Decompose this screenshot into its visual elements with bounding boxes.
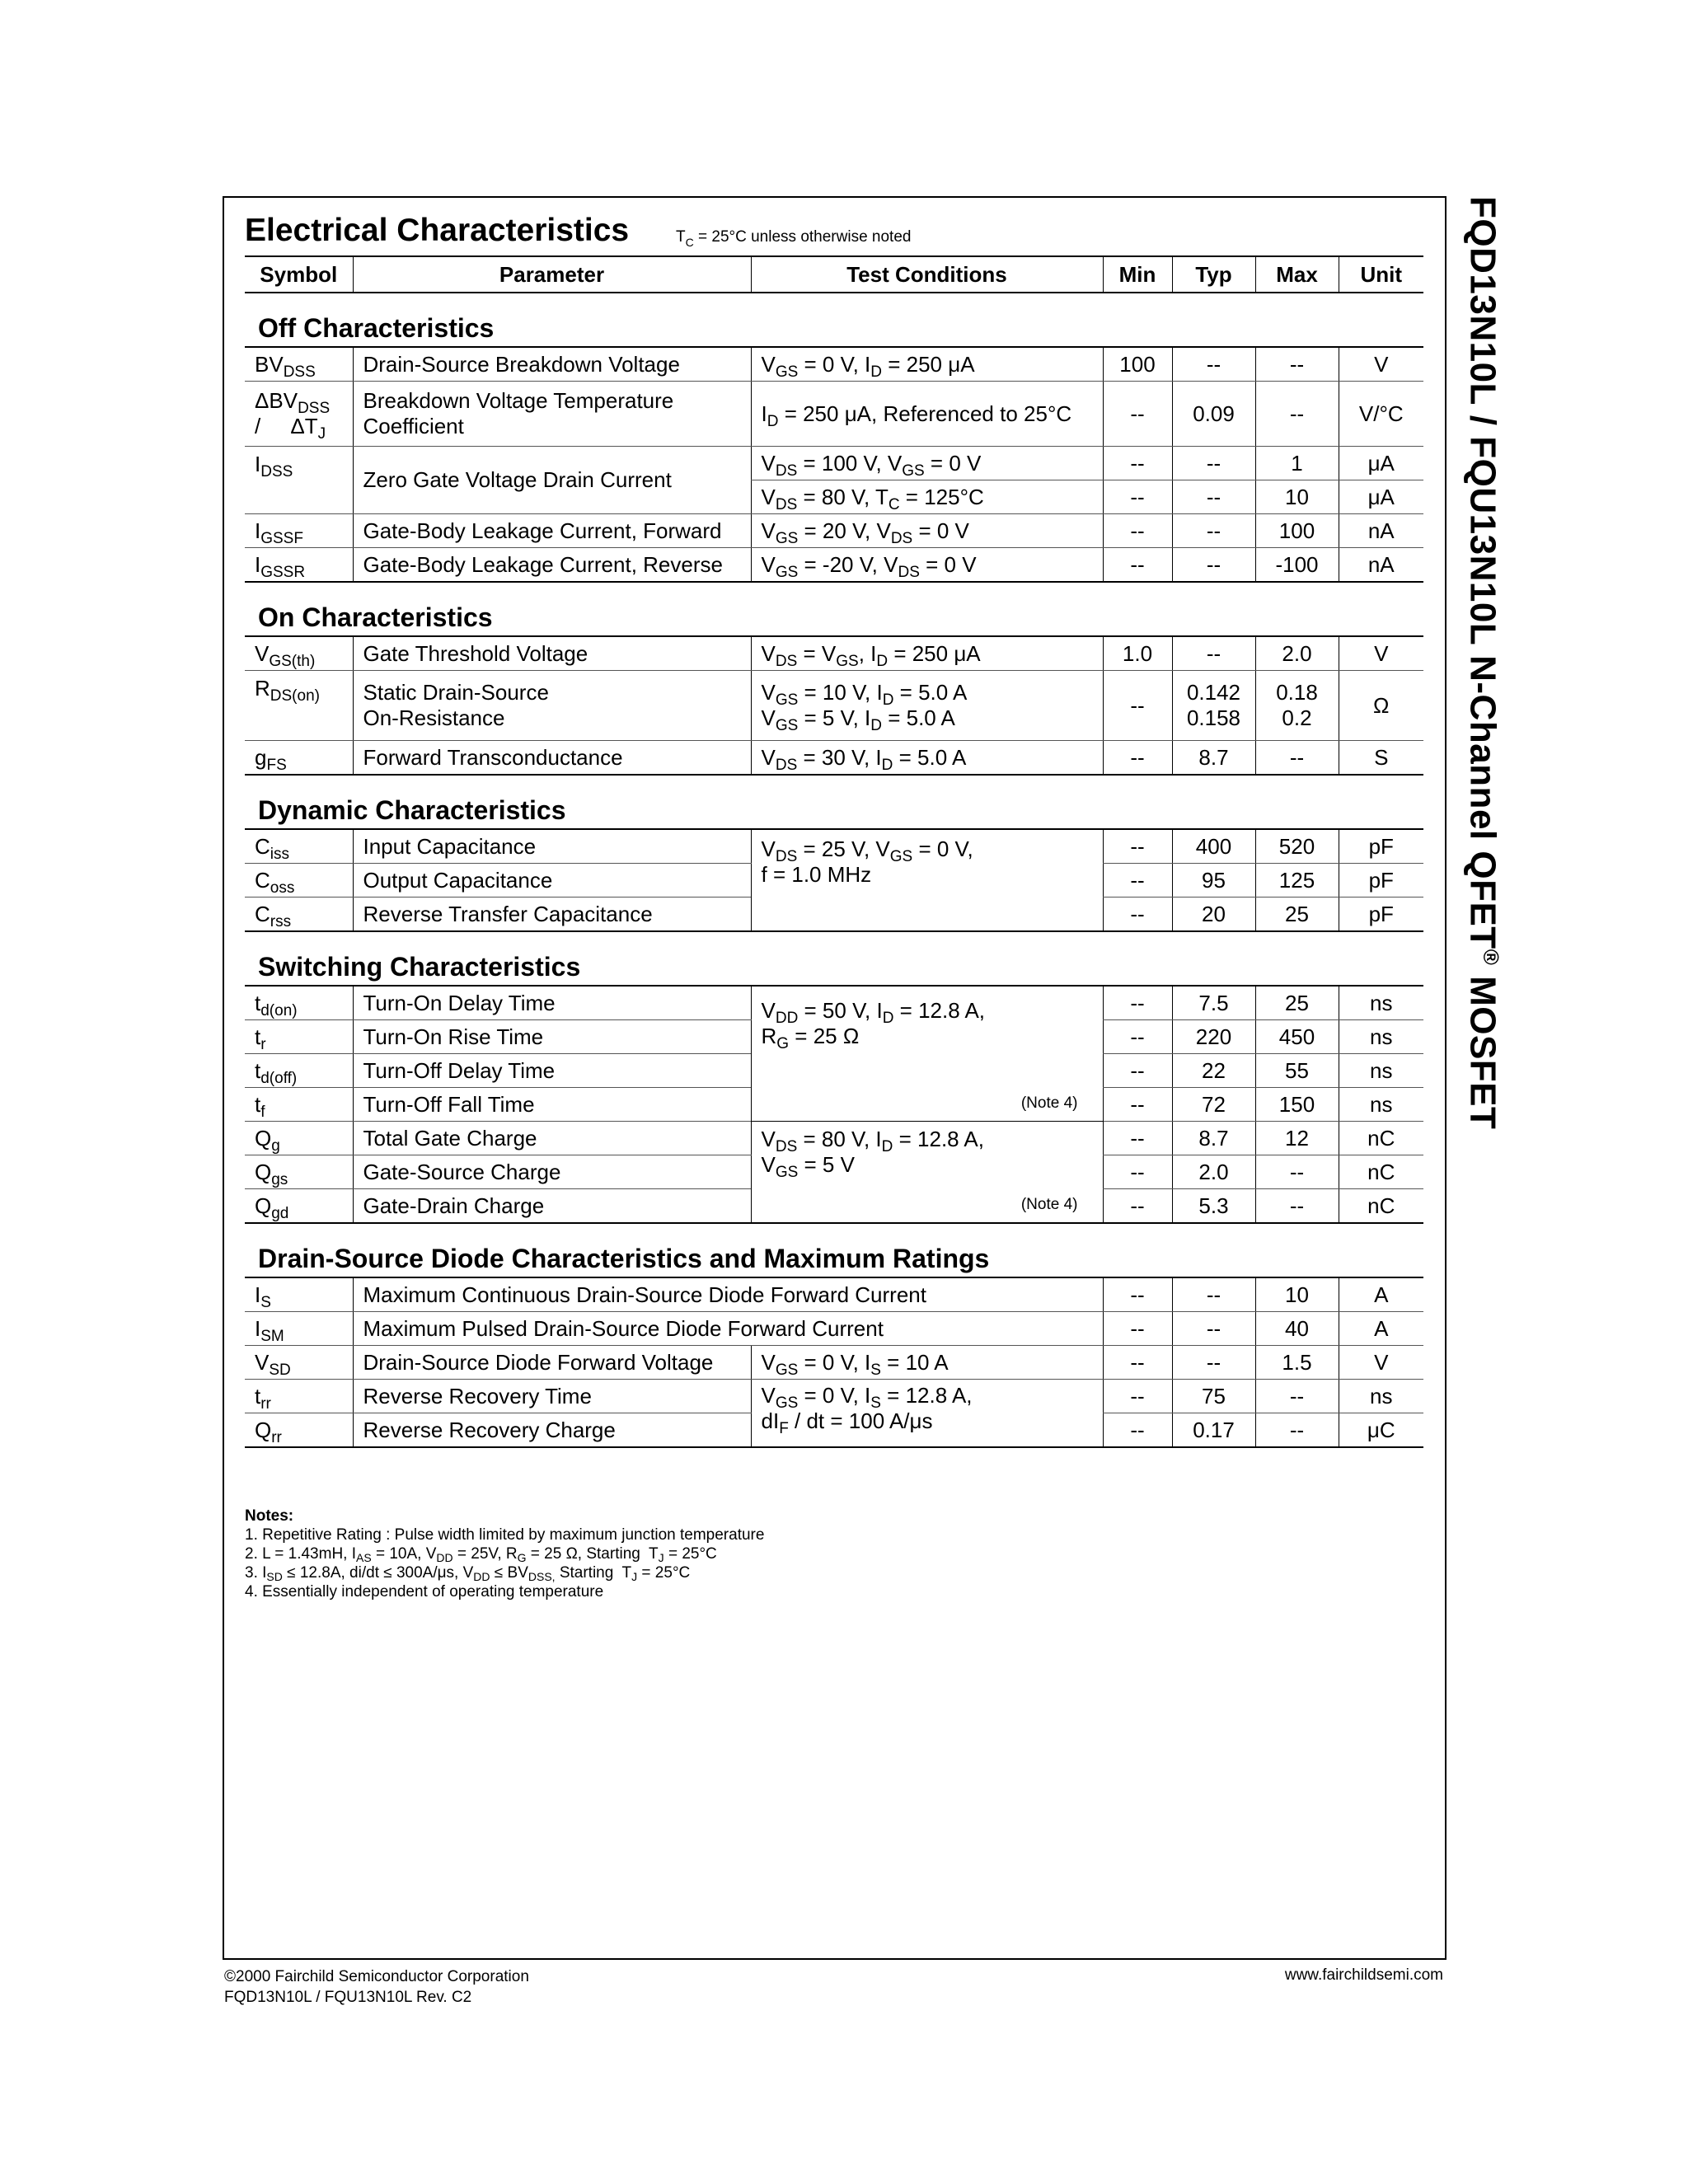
min-cell: -- — [1103, 1122, 1172, 1155]
symbol-cell: $t_{d(on)}$ — [245, 986, 353, 1020]
min-cell: -- — [1103, 741, 1172, 776]
unit-cell: Ω — [1339, 671, 1423, 741]
table-row — [245, 829, 1423, 864]
symbol-cell: $Q_g$ — [245, 1122, 353, 1155]
typ-cell: 8.7 — [1172, 741, 1255, 776]
condition-cell: $V_{DS} = 25$ V, $V_{GS} = 0$ V, f = 1.0 MHz — [751, 829, 1103, 931]
parameter-cell: Turn-On Rise Time — [353, 1020, 751, 1054]
test-conditions-note: $T_C = 25^\circ C$ unless otherwise noted — [676, 228, 912, 249]
col-parameter: Parameter — [353, 256, 751, 293]
parameter-cell: Turn-Off Delay Time — [353, 1054, 751, 1088]
typ-cell: -- — [1172, 1312, 1255, 1346]
max-cell: 10 — [1255, 1277, 1339, 1312]
table-row — [245, 636, 1423, 671]
symbol-cell: $V_{SD}$ — [245, 1346, 353, 1380]
min-cell: -- — [1103, 1346, 1172, 1380]
symbol-cell: $t_{d(off)}$ — [245, 1054, 353, 1088]
typ-cell: -- — [1172, 447, 1255, 480]
typ-cell: 95 — [1172, 864, 1255, 898]
max-cell: 1.5 — [1255, 1346, 1339, 1380]
parameter-cell: Drain-Source Diode Forward Voltage — [353, 1346, 751, 1380]
min-cell: -- — [1103, 864, 1172, 898]
parameter-cell: Gate-Body Leakage Current, Reverse — [353, 548, 751, 583]
typ-cell: 0.09 — [1172, 382, 1255, 447]
min-cell: -- — [1103, 986, 1172, 1020]
min-cell: -- — [1103, 1054, 1172, 1088]
typ-cell: 20 — [1172, 898, 1255, 932]
table-row — [245, 548, 1423, 583]
unit-cell: μC — [1339, 1413, 1423, 1448]
symbol-cell: $Q_{gs}$ — [245, 1155, 353, 1189]
unit-cell: ns — [1339, 986, 1423, 1020]
min-cell: -- — [1103, 1312, 1172, 1346]
typ-cell: 72 — [1172, 1088, 1255, 1122]
col-symbol: Symbol — [245, 256, 353, 293]
max-cell: 100 — [1255, 514, 1339, 548]
max-cell: 40 — [1255, 1312, 1339, 1346]
typ-cell: 220 — [1172, 1020, 1255, 1054]
col-typ: Typ — [1172, 256, 1255, 293]
unit-cell: ns — [1339, 1380, 1423, 1413]
symbol-cell: $t_r$ — [245, 1020, 353, 1054]
unit-cell: S — [1339, 741, 1423, 776]
min-cell: -- — [1103, 447, 1172, 480]
symbol-cell: $I_{DSS}$ — [245, 447, 353, 514]
note-ref: (Note 4) — [1020, 1094, 1078, 1112]
table-row — [245, 1380, 1423, 1413]
parameter-cell: Reverse Transfer Capacitance — [353, 898, 751, 932]
condition-cell: $V_{DS} = 30$ V, $I_D = 5.0$ A — [751, 741, 1103, 776]
typ-cell: -- — [1172, 636, 1255, 671]
col-unit: Unit — [1339, 256, 1423, 293]
symbol-cell: $t_f$ — [245, 1088, 353, 1122]
col-min: Min — [1103, 256, 1172, 293]
table-row — [245, 1346, 1423, 1380]
unit-cell: ns — [1339, 1088, 1423, 1122]
unit-cell: pF — [1339, 864, 1423, 898]
max-cell: 2.0 — [1255, 636, 1339, 671]
notes-heading: Notes: — [245, 1507, 294, 1525]
note-1: 1. Repetitive Rating : Pulse width limited by maximum junction temperature — [245, 1526, 765, 1544]
table-row — [245, 382, 1423, 447]
max-cell: 450 — [1255, 1020, 1339, 1054]
copyright: ©2000 Fairchild Semiconductor Corporation — [224, 1968, 529, 1985]
min-cell: -- — [1103, 671, 1172, 741]
min-cell: -- — [1103, 480, 1172, 514]
symbol-cell: $t_{rr}$ — [245, 1380, 353, 1413]
section-title: Dynamic Characteristics — [245, 775, 1423, 829]
unit-cell: ns — [1339, 1020, 1423, 1054]
note-3: 3. $I_{SD} \le 12.8A$, di/dt ≤ 300A/μs, $V_{DD} \le BV_{DSS,}$ Starting $T_J = 25^\circ C$ — [245, 1564, 691, 1583]
table-header — [245, 256, 1423, 293]
side-title — [1459, 196, 1508, 1169]
condition-cell: $I_D = 250$ μA, Referenced to 25°C — [751, 382, 1103, 447]
parameter-cell: Gate-Drain Charge — [353, 1189, 751, 1224]
condition-cell: $V_{GS} = 0$ V, $I_D = 250$ μA — [751, 347, 1103, 382]
unit-cell: nA — [1339, 548, 1423, 583]
symbol-cell: $C_{oss}$ — [245, 864, 353, 898]
symbol-cell: $V_{GS(th)}$ — [245, 636, 353, 671]
typ-cell: -- — [1172, 347, 1255, 382]
parameter-cell: Forward Transconductance — [353, 741, 751, 776]
condition-cell: $V_{GS} = 0$ V, $I_S = 12.8$ A, $dI_F$ / dt = 100 A/μs — [751, 1380, 1103, 1448]
parameter-cell: Gate-Body Leakage Current, Forward — [353, 514, 751, 548]
electrical-characteristics-table — [245, 255, 1423, 1448]
typ-cell: 5.3 — [1172, 1189, 1255, 1224]
typ-cell: 0.17 — [1172, 1413, 1255, 1448]
page-title: Electrical Characteristics — [245, 213, 630, 248]
symbol-cell: $Q_{gd}$ — [245, 1189, 353, 1224]
table-row — [245, 514, 1423, 548]
max-cell: 1 — [1255, 447, 1339, 480]
condition-cell: $V_{DS} = 80$ V, $I_D = 12.8$ A, $V_{GS} = 5$ V (Note 4) — [751, 1122, 1103, 1224]
notes-block — [245, 1507, 764, 1601]
max-cell: -100 — [1255, 548, 1339, 583]
unit-cell: ns — [1339, 1054, 1423, 1088]
parameter-cell: Input Capacitance — [353, 829, 751, 864]
typ-cell: -- — [1172, 1346, 1255, 1380]
max-cell: 0.18 0.2 — [1255, 671, 1339, 741]
unit-cell: nC — [1339, 1155, 1423, 1189]
table-row — [245, 741, 1423, 776]
revision: FQD13N10L / FQU13N10L Rev. C2 — [224, 1989, 472, 2006]
max-cell: 25 — [1255, 986, 1339, 1020]
min-cell: -- — [1103, 1277, 1172, 1312]
max-cell: 10 — [1255, 480, 1339, 514]
parameter-cell: Maximum Continuous Drain-Source Diode Forward Current — [353, 1277, 1103, 1312]
max-cell: -- — [1255, 1380, 1339, 1413]
typ-cell: 2.0 — [1172, 1155, 1255, 1189]
typ-cell: 8.7 — [1172, 1122, 1255, 1155]
min-cell: 1.0 — [1103, 636, 1172, 671]
col-max: Max — [1255, 256, 1339, 293]
condition-cell: $V_{GS} = 20$ V, $V_{DS} = 0$ V — [751, 514, 1103, 548]
max-cell: 125 — [1255, 864, 1339, 898]
unit-cell: V — [1339, 636, 1423, 671]
parameter-cell: Total Gate Charge — [353, 1122, 751, 1155]
symbol-cell: $C_{rss}$ — [245, 898, 353, 932]
parameter-cell: Breakdown Voltage Temperature Coefficient — [353, 382, 751, 447]
table-row — [245, 671, 1423, 741]
parameter-cell: Drain-Source Breakdown Voltage — [353, 347, 751, 382]
parameter-cell: Maximum Pulsed Drain-Source Diode Forward Current — [353, 1312, 1103, 1346]
section-title: On Characteristics — [245, 582, 1423, 636]
section-title: Off Characteristics — [245, 293, 1423, 347]
condition-cell: $V_{GS} = 10$ V, $I_D = 5.0$ A $V_{GS} = 5$ V, $I_D = 5.0$ A — [751, 671, 1103, 741]
min-cell: -- — [1103, 1088, 1172, 1122]
min-cell: -- — [1103, 548, 1172, 583]
condition-cell: $V_{DD} = 50$ V, $I_D = 12.8$ A, $R_G = 25$ Ω (Note 4) — [751, 986, 1103, 1122]
symbol-cell: $I_{SM}$ — [245, 1312, 353, 1346]
max-cell: 520 — [1255, 829, 1339, 864]
section-title: Switching Characteristics — [245, 931, 1423, 986]
table-row — [245, 1312, 1423, 1346]
min-cell: -- — [1103, 514, 1172, 548]
unit-cell: μA — [1339, 480, 1423, 514]
min-cell: -- — [1103, 898, 1172, 932]
condition-cell: $V_{GS} = 0$ V, $I_S = 10$ A — [751, 1346, 1103, 1380]
symbol-cell: $I_{GSSF}$ — [245, 514, 353, 548]
max-cell: 12 — [1255, 1122, 1339, 1155]
col-test-conditions: Test Conditions — [751, 256, 1103, 293]
parameter-cell: Reverse Recovery Time — [353, 1380, 751, 1413]
typ-cell: 22 — [1172, 1054, 1255, 1088]
parameter-cell: Turn-Off Fall Time — [353, 1088, 751, 1122]
side-title-suffix: MOSFET — [1462, 965, 1503, 1130]
min-cell: -- — [1103, 1413, 1172, 1448]
section-title: Drain-Source Diode Characteristics and Maximum Ratings — [245, 1223, 1423, 1277]
max-cell: 25 — [1255, 898, 1339, 932]
symbol-cell: $I_{GSSR}$ — [245, 548, 353, 583]
max-cell: 150 — [1255, 1088, 1339, 1122]
typ-cell: 7.5 — [1172, 986, 1255, 1020]
note-ref: (Note 4) — [1020, 1196, 1078, 1213]
condition-cell: $V_{GS} = -20$ V, $V_{DS} = 0$ V — [751, 548, 1103, 583]
min-cell: 100 — [1103, 347, 1172, 382]
max-cell: -- — [1255, 1413, 1339, 1448]
unit-cell: μA — [1339, 447, 1423, 480]
parameter-cell: Gate Threshold Voltage — [353, 636, 751, 671]
max-cell: 55 — [1255, 1054, 1339, 1088]
max-cell: -- — [1255, 741, 1339, 776]
footer-url[interactable]: www.fairchildsemi.com — [1284, 1966, 1443, 1984]
table-row — [245, 347, 1423, 382]
parameter-cell: Turn-On Delay Time — [353, 986, 751, 1020]
unit-cell: V — [1339, 347, 1423, 382]
unit-cell: A — [1339, 1312, 1423, 1346]
max-cell: -- — [1255, 1189, 1339, 1224]
parameter-cell: Gate-Source Charge — [353, 1155, 751, 1189]
table-row — [245, 1277, 1423, 1312]
symbol-cell: $C_{iss}$ — [245, 829, 353, 864]
symbol-cell: $g_{FS}$ — [245, 741, 353, 776]
parameter-cell: Zero Gate Voltage Drain Current — [353, 447, 751, 514]
typ-cell: -- — [1172, 514, 1255, 548]
unit-cell: nC — [1339, 1189, 1423, 1224]
typ-cell: -- — [1172, 548, 1255, 583]
table-row — [245, 1122, 1423, 1155]
unit-cell: nC — [1339, 1122, 1423, 1155]
side-title-text: FQD13N10L / FQU13N10L N-Channel QFET — [1462, 196, 1503, 949]
unit-cell: A — [1339, 1277, 1423, 1312]
unit-cell: pF — [1339, 829, 1423, 864]
note-2: 2. L = 1.43mH, $I_{AS} = 10A$, $V_{DD} = 25V$, $R_G = 25$ Ω, Starting $T_J = 25^\circ C$ — [245, 1545, 717, 1564]
symbol-cell: $BV_{DSS}$ — [245, 347, 353, 382]
typ-cell: 75 — [1172, 1380, 1255, 1413]
typ-cell: 0.142 0.158 — [1172, 671, 1255, 741]
unit-cell: V — [1339, 1346, 1423, 1380]
min-cell: -- — [1103, 1155, 1172, 1189]
parameter-cell: Output Capacitance — [353, 864, 751, 898]
max-cell: -- — [1255, 1155, 1339, 1189]
unit-cell: V/°C — [1339, 382, 1423, 447]
parameter-cell: Reverse Recovery Charge — [353, 1413, 751, 1448]
unit-cell: pF — [1339, 898, 1423, 932]
condition-cell: $V_{DS} = V_{GS}$, $I_D = 250$ μA — [751, 636, 1103, 671]
symbol-cell: $I_S$ — [245, 1277, 353, 1312]
unit-cell: nA — [1339, 514, 1423, 548]
table-row — [245, 986, 1423, 1020]
typ-cell: -- — [1172, 1277, 1255, 1312]
note-4: 4. Essentially independent of operating temperature — [245, 1583, 604, 1601]
symbol-cell: $\Delta BV_{DSS}$ / $\Delta T_J$ — [245, 382, 353, 447]
condition-cell: $V_{DS} = 80$ V, $T_C = 125^\circ C$ — [751, 480, 1103, 514]
max-cell: -- — [1255, 382, 1339, 447]
typ-cell: -- — [1172, 480, 1255, 514]
typ-cell: 400 — [1172, 829, 1255, 864]
min-cell: -- — [1103, 1380, 1172, 1413]
condition-cell: $V_{DS} = 100$ V, $V_{GS} = 0$ V — [751, 447, 1103, 480]
min-cell: -- — [1103, 829, 1172, 864]
max-cell: -- — [1255, 347, 1339, 382]
parameter-cell: Static Drain-Source On-Resistance — [353, 671, 751, 741]
min-cell: -- — [1103, 382, 1172, 447]
min-cell: -- — [1103, 1020, 1172, 1054]
table-row — [245, 447, 1423, 480]
footer-left — [224, 1966, 529, 2008]
symbol-cell: $Q_{rr}$ — [245, 1413, 353, 1448]
min-cell: -- — [1103, 1189, 1172, 1224]
symbol-cell: $R_{DS(on)}$ — [245, 671, 353, 741]
registered-mark: ® — [1479, 949, 1503, 966]
